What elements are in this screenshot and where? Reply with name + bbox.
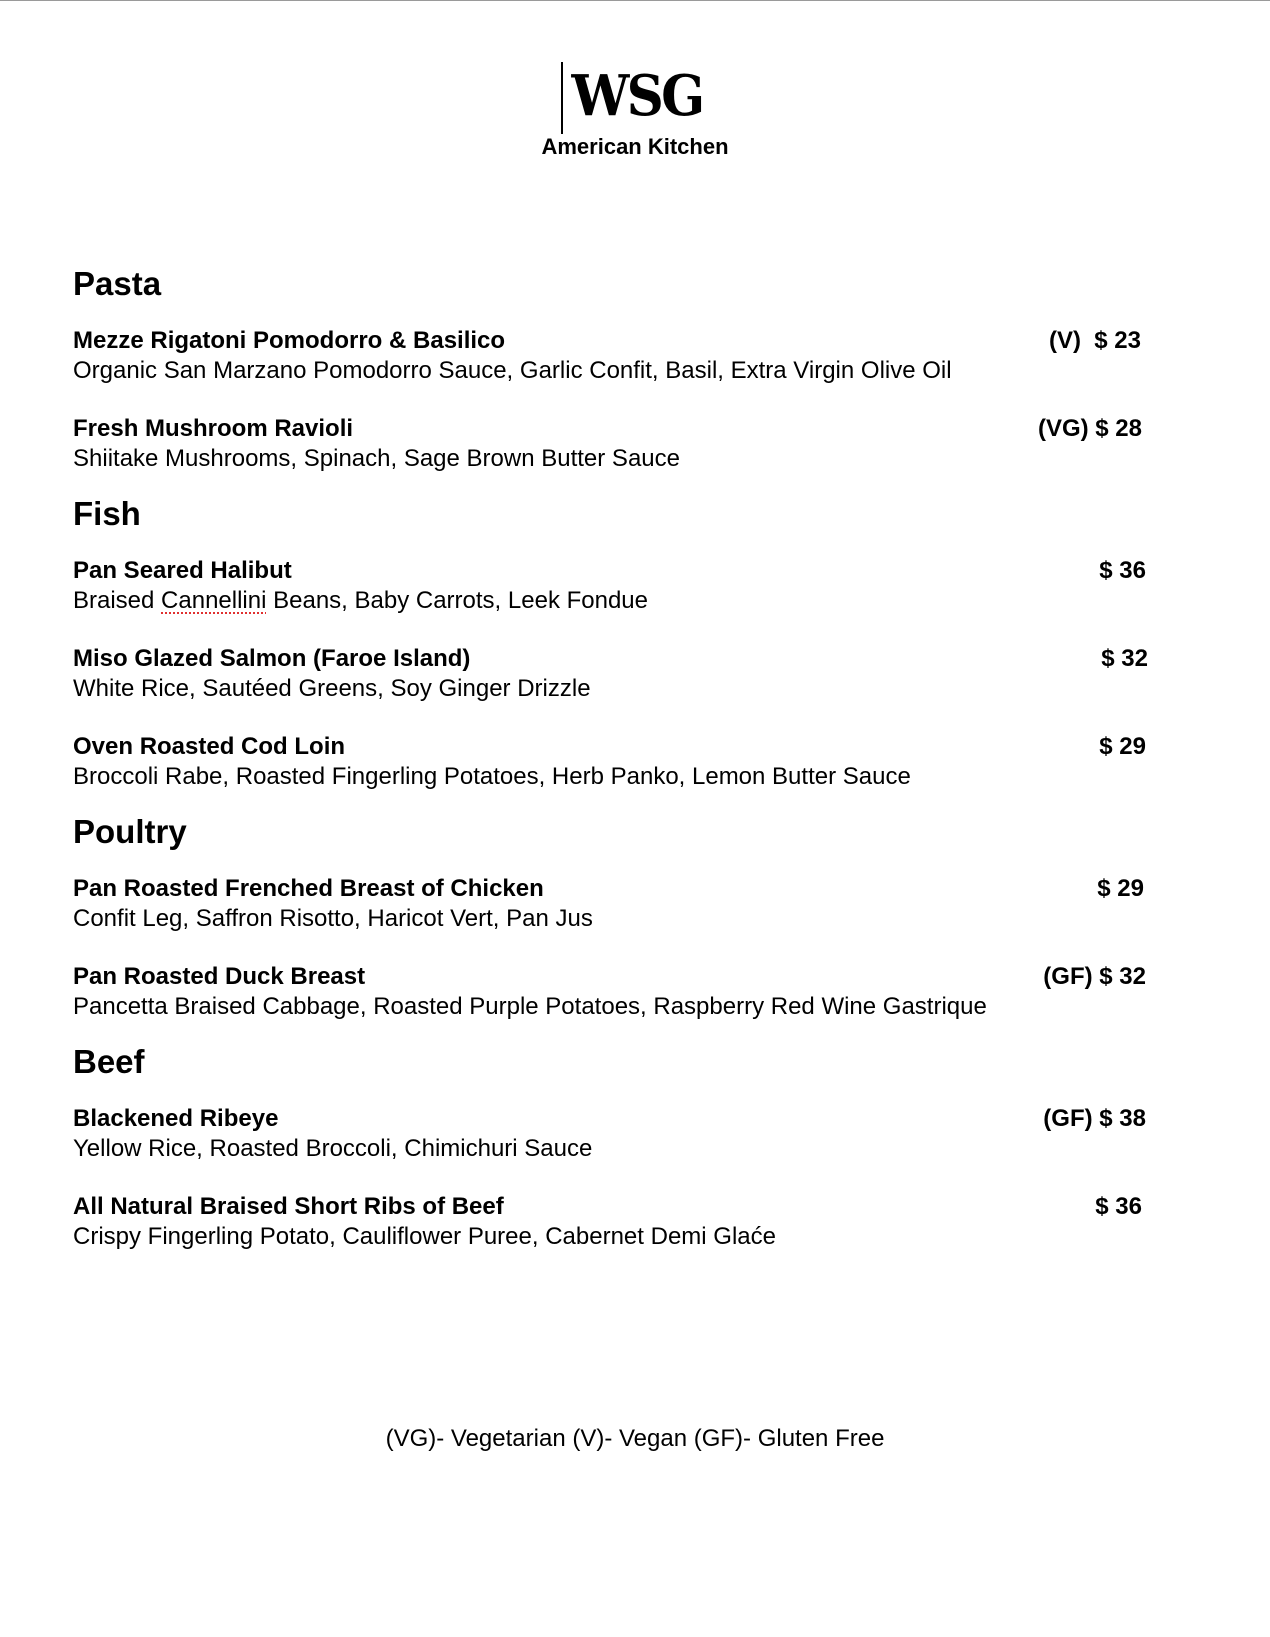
logo [556,58,714,134]
item-description: Yellow Rice, Roasted Broccoli, Chimichuri Sauce [73,1135,593,1162]
item-price: (GF) $ 32 [1043,963,1146,990]
item-name: Pan Roasted Duck Breast [73,963,366,990]
item-name: Pan Roasted Frenched Breast of Chicken [73,875,544,902]
item-description: Braised Cannellini Beans, Baby Carrots, Leek Fondue [73,587,649,614]
menu-item [73,326,1201,386]
item-name: All Natural Braised Short Ribs of Beef [73,1193,504,1220]
item-name: Miso Glazed Salmon (Faroe Island) [73,645,471,672]
item-description: Crispy Fingerling Potato, Cauliflower Puree, Cabernet Demi Glaće [73,1223,776,1250]
item-name: Mezze Rigatoni Pomodorro & Basilico [73,327,506,354]
top-border-line [0,0,1270,1]
menu-section-fish [73,494,1201,792]
spellcheck-underline: Cannellini [161,587,267,614]
item-price: (VG) $ 28 [1037,415,1142,442]
item-name: Fresh Mushroom Ravioli [73,415,354,442]
menu-item [73,732,1201,792]
restaurant-tagline: American Kitchen [541,134,729,159]
menu-item [73,556,1201,616]
section-title: Pasta [73,265,162,302]
dietary-legend: (VG)- Vegetarian (V)- Vegan (GF)- Gluten Free [385,1425,885,1452]
item-price: $ 32 [1101,645,1148,672]
menu-item [73,962,1201,1022]
menu-item [73,644,1201,704]
item-price: $ 36 [1095,1193,1142,1220]
menu-item [73,1192,1201,1252]
menu-item [73,1104,1201,1164]
item-description: White Rice, Sautéed Greens, Soy Ginger Drizzle [73,675,591,702]
item-description: Confit Leg, Saffron Risotto, Haricot Vert, Pan Jus [73,905,593,932]
section-title: Poultry [73,813,187,850]
logo-text: WSG [571,63,703,129]
item-price: $ 29 [1097,875,1144,902]
item-price: $ 36 [1099,557,1146,584]
item-description: Broccoli Rabe, Roasted Fingerling Potatoes, Herb Panko, Lemon Butter Sauce [73,763,911,790]
menu-item [73,414,1201,474]
section-title: Beef [73,1043,145,1080]
item-name: Pan Seared Halibut [73,557,292,584]
item-price: (V) $ 23 [1048,327,1141,354]
menu-section-pasta [73,264,1201,474]
item-price: $ 29 [1099,733,1146,760]
section-title: Fish [73,495,141,532]
menu-item [73,874,1201,934]
item-description: Organic San Marzano Pomodorro Sauce, Garlic Confit, Basil, Extra Virgin Olive Oil [73,357,952,384]
item-price: (GF) $ 38 [1043,1105,1146,1132]
item-name: Blackened Ribeye [73,1105,279,1132]
menu-list [73,264,1201,1252]
menu-section-beef [73,1042,1201,1252]
item-description: Pancetta Braised Cabbage, Roasted Purple Potatoes, Raspberry Red Wine Gastrique [73,993,987,1020]
item-description: Shiitake Mushrooms, Spinach, Sage Brown Butter Sauce [73,445,680,472]
brand-header [0,58,1270,160]
menu-section-poultry [73,812,1201,1022]
item-name: Oven Roasted Cod Loin [73,733,346,760]
